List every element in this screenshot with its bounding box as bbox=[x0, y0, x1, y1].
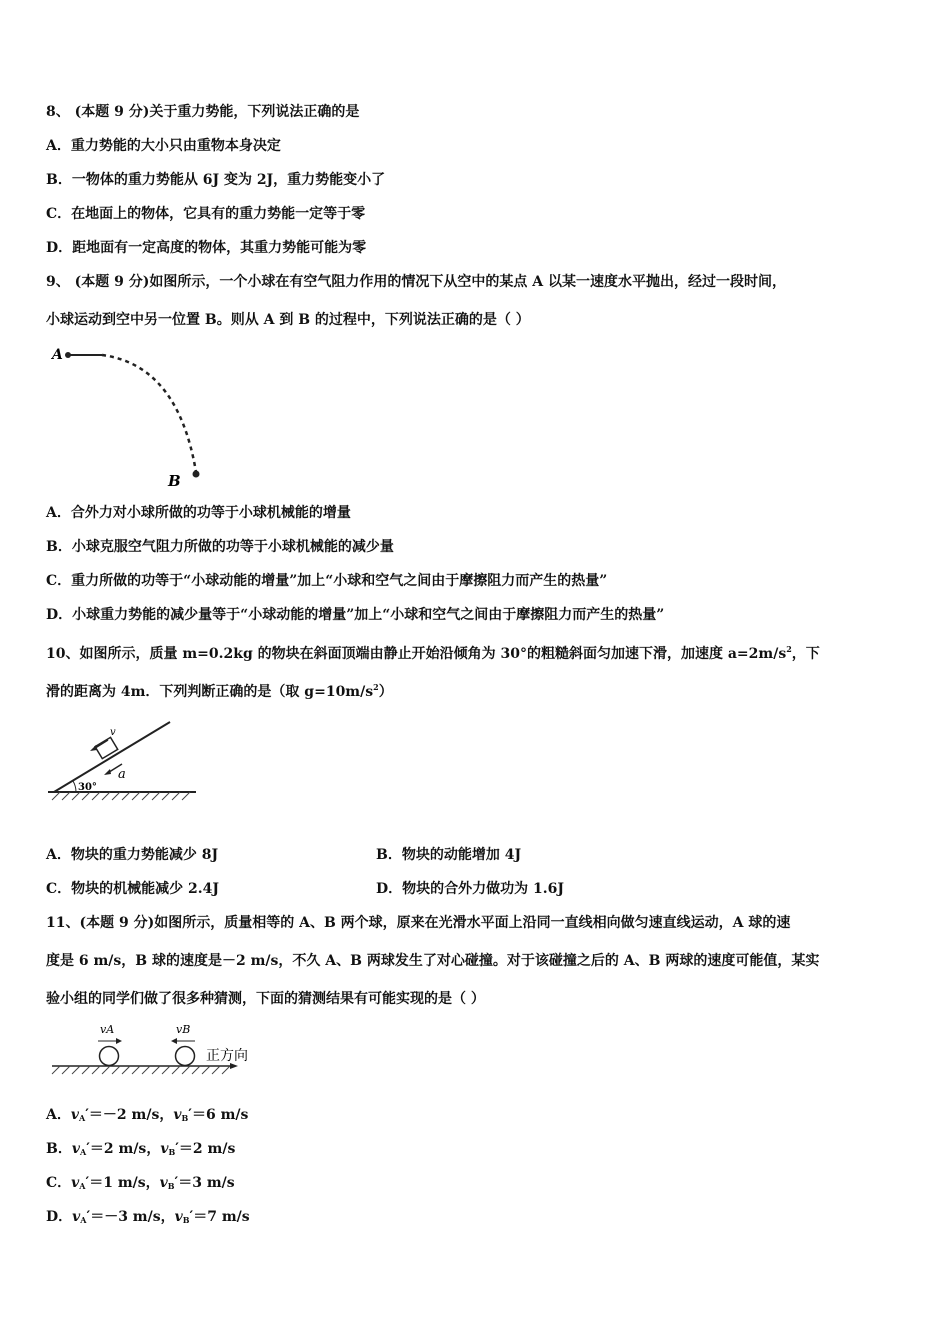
q11-option-a-vb-sub: B bbox=[181, 1113, 189, 1123]
q9-stem-line2: 小球运动到空中另一位置 B。则从 A 到 B 的过程中，下列说法正确的是（ ） bbox=[46, 312, 530, 328]
q11-label-vb: vB bbox=[176, 1023, 191, 1036]
q8-option-c: C．在地面上的物体，它具有的重力势能一定等于零 bbox=[46, 206, 366, 222]
q9-trajectory-path bbox=[102, 355, 196, 472]
q10-stem-line1-end: ，下 bbox=[791, 646, 820, 662]
q11-ball-a bbox=[100, 1047, 119, 1066]
q10-ground-hatch bbox=[52, 792, 190, 800]
q11-option-d-va-sub: A bbox=[80, 1215, 87, 1225]
q11-direction-label: 正方向 bbox=[206, 1048, 248, 1064]
q9-option-d: D．小球重力势能的减少量等于“小球动能的增量”加上“小球和空气之间由于摩擦阻力而产生的热量” bbox=[46, 607, 665, 623]
q9-option-a: A．合外力对小球所做的功等于小球机械能的增量 bbox=[46, 505, 351, 521]
q8-stem: 8、 (本题 9 分)关于重力势能，下列说法正确的是 bbox=[46, 104, 360, 120]
q8-option-b: B．一物体的重力势能从 6J 变为 2J，重力势能变小了 bbox=[46, 172, 386, 188]
q10-option-c: C．物块的机械能减少 2.4J bbox=[46, 881, 219, 897]
q10-stem-line2-text: 滑的距离为 4m．下列判断正确的是（取 g=10m/s bbox=[46, 684, 374, 700]
q10-angle-arc bbox=[73, 781, 76, 792]
q9-label-a: A bbox=[52, 347, 63, 363]
q9-stem-line1: 9、 (本题 9 分)如图所示，一个小球在有空气阻力作用的情况下从空中的某点 A 以某一速度水平抛出，经过一段时间， bbox=[46, 274, 786, 290]
q11-option-d-vb-value: ′＝7 m/s bbox=[189, 1209, 250, 1225]
q11-vb-arrowhead bbox=[171, 1038, 177, 1044]
q11-option-d-va: v bbox=[72, 1209, 81, 1225]
q11-option-d-vb-sub: B bbox=[182, 1215, 190, 1225]
q9-ball-b bbox=[193, 471, 200, 478]
q11-option-c-vb-value: ′＝3 m/s bbox=[174, 1175, 235, 1191]
q10-incline-figure bbox=[46, 710, 202, 810]
q9-option-c: C．重力所做的功等于“小球动能的增量”加上“小球和空气之间由于摩擦阻力而产生的热量” bbox=[46, 573, 608, 589]
q11-option-a-letter: A． bbox=[46, 1107, 71, 1123]
q11-label-va: vA bbox=[100, 1023, 115, 1036]
q10-velocity-arrowhead bbox=[90, 745, 97, 751]
q11-stem-line3: 验小组的同学们做了很多种猜测，下面的猜测结果有可能实现的是（ ） bbox=[46, 991, 485, 1007]
q11-ground-hatch bbox=[52, 1066, 230, 1074]
q10-stem-line1-sup: 2 bbox=[786, 644, 792, 654]
q11-stem-line1: 11、(本题 9 分)如图所示，质量相等的 A、B 两个球，原来在光滑水平面上沿同一直线相向做匀速直线运动，A 球的速 bbox=[46, 915, 791, 931]
q11-option-d-letter: D． bbox=[46, 1209, 73, 1225]
q11-option-a-vb-value: ′＝6 m/s bbox=[188, 1107, 249, 1123]
q11-ball-b bbox=[176, 1047, 195, 1066]
q11-option-c-va: v bbox=[71, 1175, 80, 1191]
q11-option-d-va-value: ′＝－3 m/s， bbox=[86, 1209, 175, 1225]
q10-stem-line1 bbox=[46, 640, 820, 663]
q11-option-d-vb: v bbox=[174, 1209, 183, 1225]
q11-option-d bbox=[46, 1208, 250, 1229]
q11-option-b-va-value: ′＝2 m/s， bbox=[86, 1141, 161, 1157]
q11-option-c bbox=[46, 1174, 235, 1195]
q9-trajectory-figure bbox=[48, 340, 218, 492]
q11-option-a-va-sub: A bbox=[79, 1113, 86, 1123]
q9-option-b: B．小球克服空气阻力所做的功等于小球机械能的减少量 bbox=[46, 539, 394, 555]
q11-option-b bbox=[46, 1140, 235, 1161]
q10-angle-label: 30° bbox=[78, 782, 97, 793]
q10-stem-line1-text: 10、如图所示，质量 m=0.2kg 的物块在斜面顶端由静止开始沿倾角为 30°的粗糙斜面匀加速下滑，加速度 a=2m/s bbox=[46, 646, 787, 662]
q11-option-a-va-value: ′＝－2 m/s， bbox=[85, 1107, 174, 1123]
q11-option-c-va-sub: A bbox=[79, 1181, 86, 1191]
q11-option-a bbox=[46, 1106, 248, 1127]
q10-option-d: D．物块的合外力做功为 1.6J bbox=[376, 881, 564, 897]
q10-label-v: v bbox=[110, 727, 116, 738]
q10-stem-line2 bbox=[46, 678, 393, 701]
q10-stem-line2-sup: 2 bbox=[373, 682, 379, 692]
q11-option-c-letter: C． bbox=[46, 1175, 72, 1191]
q11-option-b-vb-sub: B bbox=[168, 1147, 176, 1157]
q11-option-b-va-sub: A bbox=[79, 1147, 87, 1157]
q11-option-c-vb: v bbox=[159, 1175, 168, 1191]
q11-option-b-va: v bbox=[71, 1141, 80, 1157]
q10-option-a: A．物块的重力势能减少 8J bbox=[46, 847, 219, 863]
q10-stem-line2-end: ） bbox=[378, 684, 393, 700]
q9-label-b: B bbox=[168, 472, 181, 490]
q11-option-c-va-value: ′＝1 m/s， bbox=[85, 1175, 160, 1191]
q8-option-d: D．距地面有一定高度的物体，其重力势能可能为零 bbox=[46, 240, 367, 256]
q11-collision-figure bbox=[48, 1020, 268, 1082]
q11-option-b-vb-value: ′＝2 m/s bbox=[175, 1141, 236, 1157]
q10-label-a: a bbox=[118, 767, 126, 782]
q11-stem-line2: 度是 6 m/s，B 球的速度是－2 m/s，不久 A、B 两球发生了对心碰撞。对于该碰撞之后的 A、B 两球的速度可能值，某实 bbox=[46, 953, 820, 969]
q11-option-a-vb: v bbox=[173, 1107, 182, 1123]
q10-accel-arrowhead bbox=[104, 769, 111, 775]
q11-option-c-vb-sub: B bbox=[167, 1181, 175, 1191]
q11-va-arrowhead bbox=[116, 1038, 122, 1044]
q10-option-b: B．物块的动能增加 4J bbox=[376, 847, 522, 863]
q9-ball-a bbox=[65, 352, 71, 358]
q8-option-a: A．重力势能的大小只由重物本身决定 bbox=[46, 138, 281, 154]
q11-option-b-letter: B． bbox=[46, 1141, 72, 1157]
q11-option-b-vb: v bbox=[160, 1141, 169, 1157]
q11-option-a-va: v bbox=[70, 1107, 80, 1123]
